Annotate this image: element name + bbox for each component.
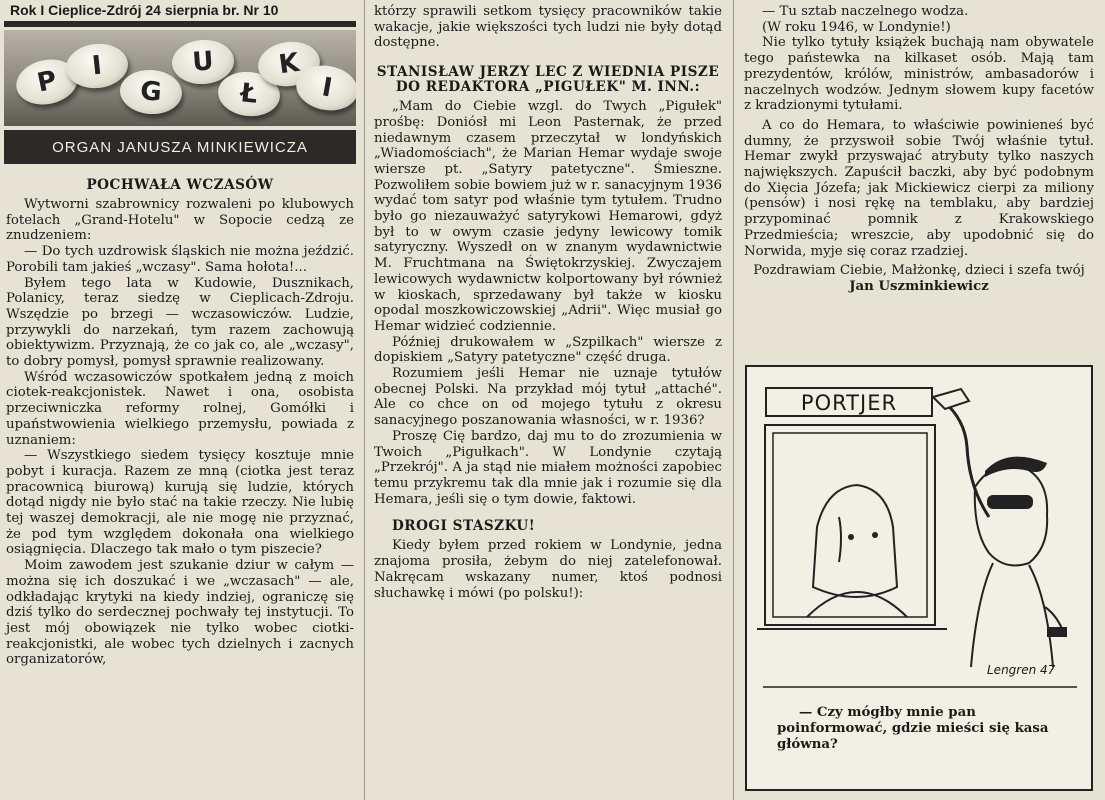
paragraph: Nie tylko tytuły książek buchają nam obywatele tego państewka na kilkaset osób. Mają tam prezydentów, królów, ministrów, ambasadorów i naczelnych wodzów. Jednym słowem kupy facetów z kradzionymi tytułami.	[744, 35, 1094, 114]
portjer-sign: PORTJER	[765, 387, 933, 417]
logo-pill-letter: I	[293, 61, 356, 115]
paragraph: Wśród wczasowiczów spotkałem jedną z moich ciotek-reakcjonistek. Nawet i ona, osobista przeciwniczka reformy rolnej, Gomółki i upaństwowienia wielkiego przemysłu, powiada z uznaniem:	[6, 369, 354, 448]
artist-signature: Lengren 47	[987, 663, 1056, 677]
column-2	[368, 0, 728, 601]
cartoon-panel	[745, 365, 1093, 791]
cartoon-drawing	[747, 367, 1091, 697]
closing	[738, 263, 1100, 294]
article-pochwala-wczasow	[0, 178, 360, 668]
paragraph: Proszę Cię bardzo, daj mu to do zrozumienia w Twoich „Pigułkach". W Londynie czytają „Przekrój". A ja stąd nie miałem możności zapobiec temu przykremu tak dla mnie jak i rozumie się dla Hemara, jeśli się o tym dowie, faktowi.	[374, 428, 722, 507]
paragraph: Później drukowałem w „Szpilkach" wiersze z dopiskiem „Satyry patetyczne" część druga.	[374, 334, 722, 366]
paragraph: którzy sprawili setkom tysięcy pracowników takie wakacje, jakie większości tych ludzi nie były dotąd dostępne.	[374, 4, 722, 51]
paragraph: — Tu sztab naczelnego wodza.	[762, 4, 969, 19]
paragraph: — Wszystkiego siedem tysięcy kosztuje mnie pobyt i kuracja. Razem ze mną (ciotka jest teraz pracownicą biurową) kurują się ludzie, których dotąd nigdy nie było stać na takie rzeczy. Nie lubię tej waszej demokracji, ale nie mogę nie przyznać, że pod tym względem dokonała ona wielkiego osiągnięcia. Dlaczego tak mało o tym piszecie?	[6, 448, 354, 558]
signature: Jan Uszminkiewicz	[849, 278, 989, 294]
logo-pill-letter: I	[64, 41, 130, 91]
masthead-line: Rok I Cieplice-Zdrój 24 sierpnia br. Nr 10	[10, 2, 279, 18]
column-divider	[364, 0, 365, 800]
paragraph: „Mam do Ciebie wzgl. do Twych „Pigułek" prośbę: Doniósł mi Leon Pasternak, że przed niedawnym czasem przeczytał w londyńskich „Wiadomościach", że Marian Hemar wydaje swoje wiersze pt. „Satyry patetyczne". Śmieszne. Pozwoliłem sobie bowiem już w r. sanacyjnym 1936 wydać tom satyr pod właśnie tym tytułem. Trudno było go niezauważyć satyrykowi Hemarowi, gdyż był to w owym czasie jedyny lewicowy tomik satyryczny. Wyszedł on w znanym wydawnictwie M. Fruchtmana na Świętokrzyskiej. Zwyczajem lewicowych wydawnictw kolportowany był również w kioskach, sprzedawany był także w kiosku opodal moszkowiczowskiej „Adrii". Więc musiał go Hemar widzieć codziennie.	[374, 99, 722, 334]
article-title: POCHWAŁA WCZASÓW	[86, 177, 274, 193]
logo-pill-letter: K	[255, 38, 323, 90]
column-1	[0, 0, 360, 668]
article-title: DROGI STASZKU!	[392, 518, 536, 535]
logo-pill-letter: U	[171, 38, 236, 86]
paragraph: A co do Hemara, to właściwie powinieneś być dumny, że przyswoił sobie Twój właśnie tytuł. Hemar zwykł przyswajać atrybuty tylko naszych największych. Zapuścił baczki, aby być podobnym do Xięcia Józefa; jak Mickiewicz cierpi za miliony (pensów) i nosi rękę na temblaku, aby bardziej przypominać pomnik z Krakowskiego Przedmieścia; wreszcie, aby upodobnić się do Norwida, myje się coraz rzadziej.	[744, 117, 1094, 259]
closing-text: Pozdrawiam Ciebie, Małżonkę, dzieci i szefa twój	[753, 263, 1085, 279]
paragraph: Kiedy byłem przed rokiem w Londynie, jedna znajoma prosiła, żebym do niej zatelefonował. Nakręcam wskazany numer, ktoś podnosi słuchawkę i mówi (po polsku!):	[374, 538, 722, 601]
paragraph: Rozumiem jeśli Hemar nie uznaje tytułów obecnej Polski. Na przykład mój tytuł „attaché". Ale co chce on od mojego tytułu z okresu sanacyjnego poszanowania własności, w r. 1936?	[374, 366, 722, 429]
organ-banner: ORGAN JANUSZA MINKIEWICZA	[4, 130, 356, 164]
column-3	[738, 0, 1100, 295]
logo-pill-letter: P	[12, 54, 82, 110]
paragraph: (W roku 1946, w Londynie!)	[762, 19, 951, 35]
paragraph: Wytworni szabrownicy rozwaleni po klubowych fotelach „Grand-Hotelu" w Sopocie cedzą ze znudzeniem:	[6, 197, 354, 244]
column-divider	[733, 0, 734, 800]
paragraph: Byłem tego lata w Kudowie, Dusznikach, Polanicy, teraz siedzę w Cieplicach-Zdroju. Wszędzie po brzegi — wczasowiczów. Ludzie, przywykli do narzekań, tym razem zachowują obiektywizm. Przyznają, że co jak co, ale „wczasy", to dobry pomysł, pomysł sprawnie realizowany.	[6, 275, 354, 370]
article-title: STANISŁAW JERZY LEC Z WIEDNIA PISZE DO REDAKTORA „PIGUŁEK" M. INN.:	[376, 64, 720, 96]
paragraph: — Do tych uzdrowisk śląskich nie można jeździć. Porobili tam jakieś „wczasy". Sama hołota!...	[6, 244, 354, 275]
masthead-rule	[4, 21, 356, 27]
cartoon-caption: — Czy mógłby mnie pan poinformować, gdzie mieści się kasa główna?	[777, 705, 1049, 752]
logo-pill-letter: G	[119, 68, 184, 116]
pigulki-logo	[4, 30, 356, 126]
logo-pill-letter: Ł	[216, 69, 282, 119]
paragraph: Moim zawodem jest szukanie dziur w całym — można się ich doszukać i we „wczasach" — ale, odkładając krytyki na kiedy indziej, ograniczę się dziś tylko do serdecznej pochwały tej instytucji. To jest mój obowiązek nie tylko wobec ciotki-reakcjonistki, ale wobec tych dzielnych i zacnych organizatorów,	[6, 558, 354, 668]
